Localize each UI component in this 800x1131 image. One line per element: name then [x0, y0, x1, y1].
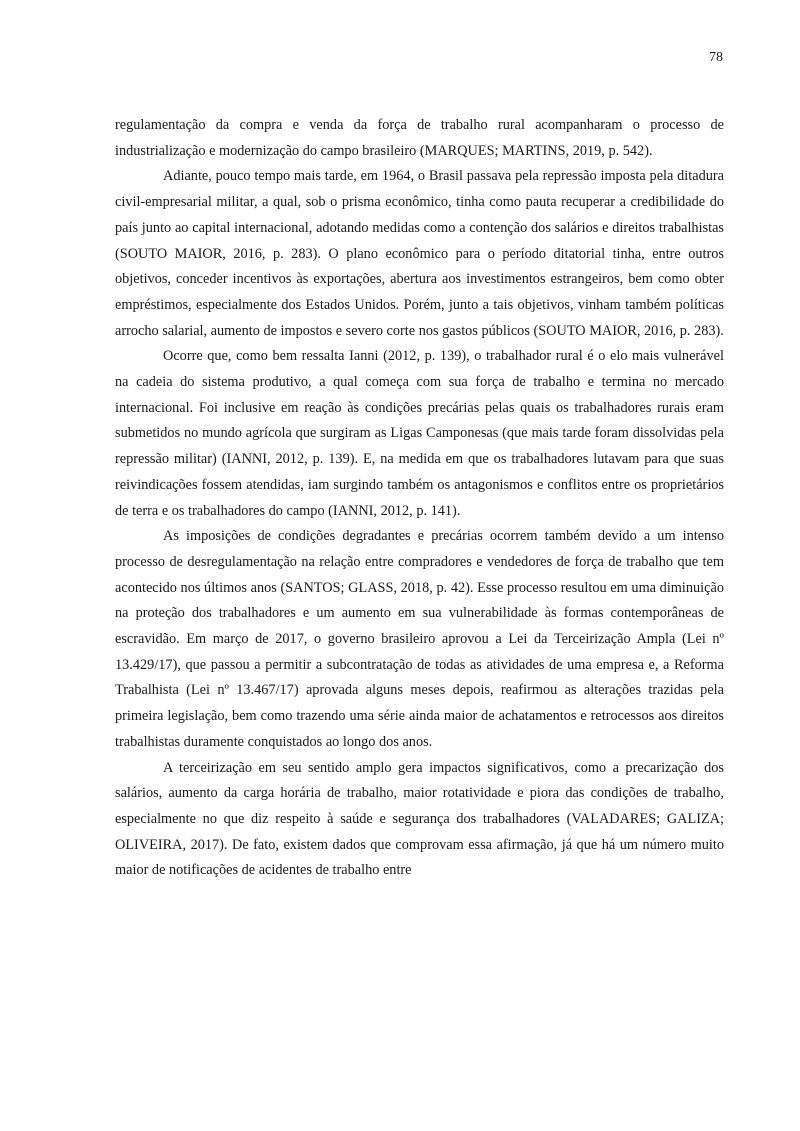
- paragraph-rural-worker: Ocorre que, como bem ressalta Ianni (2012, p. 139), o trabalhador rural é o elo mais vulnerável na cadeia do sistema produtivo, a qual começa com sua força de trabalho e termina no mercado internacional. Foi inclusive em reação às condições precárias pelas quais os trabalhadores rurais eram submetidos no mundo agrícola que surgiram as Ligas Camponesas (que mais tarde foram dissolvidas pela repressão militar) (IANNI, 2012, p. 139). E, na medida em que os trabalhadores lutavam para que suas reivindicações fossem atendidas, iam surgindo também os antagonismos e conflitos entre os proprietários de terra e os trabalhadores do campo (IANNI, 2012, p. 141).: [115, 348, 724, 519]
- page-number: 78: [709, 50, 723, 65]
- paragraph-continuation: regulamentação da compra e venda da força de trabalho rural acompanharam o processo de industrialização e modernização do campo brasileiro (MARQUES; MARTINS, 2019, p. 542).: [115, 117, 724, 159]
- paragraph-dictatorship: Adiante, pouco tempo mais tarde, em 1964, o Brasil passava pela repressão imposta pela ditadura civil-empresarial militar, a qual, sob o prisma econômico, tinha como pauta recuperar a credibilidade do país junto ao capital internacional, adotando medidas como a contenção dos salários e direitos trabalhistas (SOUTO MAIOR, 2016, p. 283). O plano econômico para o período ditatorial tinha, entre outros objetivos, conceder incentivos às exportações, abertura aos investimentos estrangeiros, bem como obter empréstimos, especialmente dos Estados Unidos. Porém, junto a tais objetivos, vinham também políticas arrocho salarial, aumento de impostos e severo corte nos gastos públicos (SOUTO MAIOR, 2016, p. 283).: [115, 168, 724, 339]
- body-text: [115, 113, 724, 884]
- paragraph-deregulation: As imposições de condições degradantes e precárias ocorrem também devido a um intenso processo de desregulamentação na relação entre compradores e vendedores de força de trabalho que tem acontecido nos últimos anos (SANTOS; GLASS, 2018, p. 42). Esse processo resultou em uma diminuição na proteção dos trabalhadores e um aumento em sua vulnerabilidade às formas contemporâneas de escravidão. Em março de 2017, o governo brasileiro aprovou a Lei da Terceirização Ampla (Lei nº 13.429/17), que passou a permitir a subcontratação de todas as atividades de uma empresa e, a Reforma Trabalhista (Lei nº 13.467/17) aprovada alguns meses depois, reafirmou as alterações trazidas pela primeira legislação, bem como trazendo uma série ainda maior de achatamentos e retrocessos aos direitos trabalhistas duramente conquistados ao longo dos anos.: [115, 528, 724, 750]
- paragraph-outsourcing: A terceirização em seu sentido amplo gera impactos significativos, como a precarização dos salários, aumento da carga horária de trabalho, maior rotatividade e piora das condições de trabalho, especialmente no que diz respeito à saúde e segurança dos trabalhadores (VALADARES; GALIZA; OLIVEIRA, 2017). De fato, existem dados que comprovam essa afirmação, já que há um número muito maior de notificações de acidentes de trabalho entre: [115, 759, 724, 879]
